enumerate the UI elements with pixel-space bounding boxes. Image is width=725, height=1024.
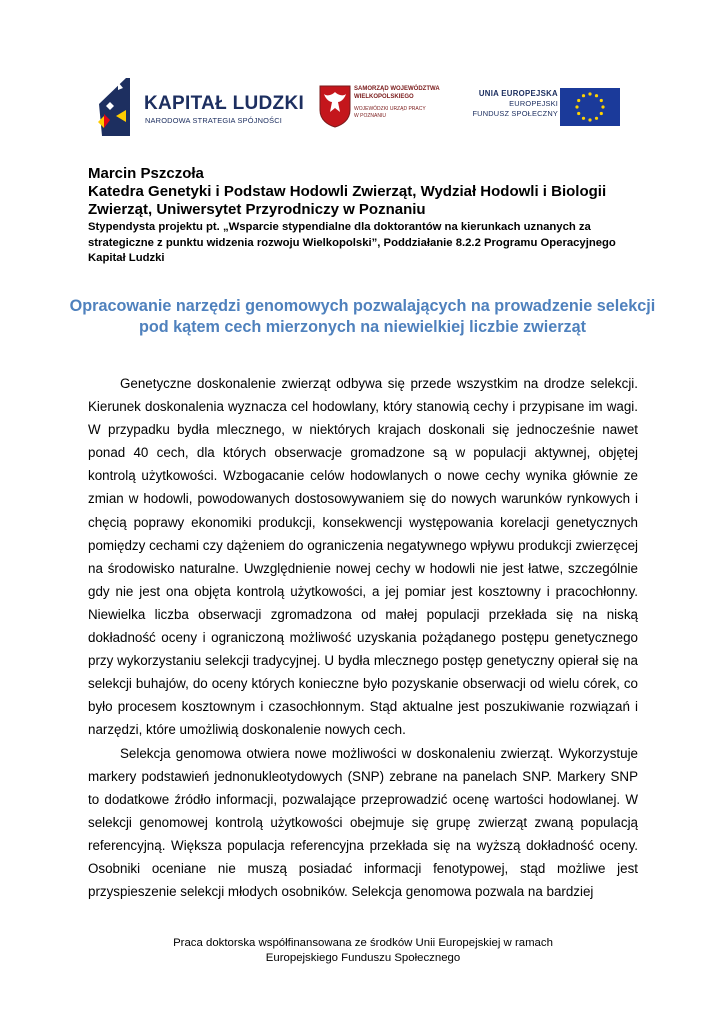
kapital-ludzki-subtitle: NARODOWA STRATEGIA SPÓJNOŚCI	[145, 116, 283, 125]
samorzad-logo	[318, 84, 440, 136]
author-name: Marcin Pszczoła	[88, 165, 204, 182]
samorzad-line1: SAMORZĄD WOJEWÓDZTWA	[354, 86, 440, 92]
samorzad-line3: WOJEWÓDZKI URZĄD PRACY	[354, 106, 426, 112]
project-info: Stypendysta projektu pt. „Wsparcie stypendialne dla doktorantów na kierunkach uznanych za strategiczne z punktu widzenia rozwoju Wielkopolski”, Poddziałanie 8.2.2 Programu Operacyjnego Kapitał Ludzki	[88, 221, 616, 264]
author-affiliation: Katedra Genetyki i Podstaw Hodowli Zwierząt, Wydział Hodowli i Biologii Zwierząt, Uniwersytet Przyrodniczy w Poznaniu	[88, 183, 607, 218]
kapital-ludzki-logo	[96, 76, 305, 138]
paragraph: Genetyczne doskonalenie zwierząt odbywa się przede wszystkim na drodze selekcji. Kierunek doskonalenia wyznacza cel hodowlany, który stanowią cechy i przypisane im wagi. W przypadku bydła mlecznego, w niektórych krajach doskonali się jednocześnie nawet ponad 40 cech, dla których obserwacje gromadzone są w populacji aktywnej, objętej kontrolą użytkowości. Wzbogacanie celów hodowlanych o nowe cechy wynika głównie ze zmian w hodowli, powodowanych dostosowywaniem się do nowych warunków rynkowych i chęcią poprawy ekonomiki produkcji, konsekwencji występowania korelacji genetycznych pomiędzy cechami czy dążeniem do ograniczenia negatywnego wpływu produkcji zwierzęcej na środowisko naturalne. Uwzględnienie nowej cechy w hodowli nie jest łatwe, szczególnie gdy nie jest ona objęta kontrolą użytkowości, a jej pomiar jest kosztowny i pracochłonny. Niewielka liczba obserwacji zgromadzona od małej populacji przekłada się na niską dokładność oceny i ograniczoną możliwość uzyskania pożądanego postępu genetycznego przy wykorzystaniu selekcji tradycyjnej. U bydła mlecznego postęp genetyczny opierał się na selekcji buhajów, do oceny których konieczne było pozyskanie obserwacji od wielu córek, co było procesem kosztownym i czasochłonnym. Stąd aktualne jest poszukiwanie rozwiązań i narzędzi, które umożliwią doskonalenie nowych cech.	[88, 376, 638, 738]
footer-line2: Europejskiego Funduszu Społecznego	[265, 952, 461, 964]
eu-line1: UNIA EUROPEJSKA	[478, 89, 558, 98]
eu-line3: FUNDUSZ SPOŁECZNY	[472, 109, 558, 118]
document-title: Opracowanie narzędzi genomowych pozwalających na prowadzenie selekcji pod kątem cech mierzonych na niewielkiej liczbie zwierząt	[69, 297, 656, 336]
eu-line2: EUROPEJSKI	[509, 99, 558, 108]
eu-flag-icon	[560, 88, 620, 126]
author-block	[88, 165, 648, 267]
eu-logo	[470, 88, 620, 128]
paragraph: Selekcja genomowa otwiera nowe możliwości w doskonaleniu zwierząt. Wykorzystuje markery podstawień jednonukleotydowych (SNP) zebrane na panelach SNP. Markery SNP to dodatkowe źródło informacji, pozwalające przeprowadzić ocenę wartości hodowlanej. W selekcji genomowej kontrolą użytkowości obejmuje się grupę zwierząt zwaną populacją referencyjną. Większa populacja referencyjna przekłada się na wyższą dokładność oceny. Osobniki oceniane nie muszą posiadać informacji fenotypowej, stąd możliwe jest przyspieszenie selekcji młodych osobników. Selekcja genomowa pozwala na bardziej	[88, 745, 638, 900]
eagle-crest-icon	[318, 84, 352, 128]
body-text	[88, 372, 638, 903]
samorzad-line4: W POZNANIU	[354, 113, 386, 119]
samorzad-line2: WIELKOPOLSKIEGO	[354, 94, 414, 100]
footer	[88, 936, 638, 966]
kapital-ludzki-title: KAPITAŁ LUDZKI	[144, 93, 305, 114]
kapital-ludzki-emblem-icon	[96, 76, 136, 138]
footer-line1: Praca doktorska współfinansowana ze środków Unii Europejskiej w ramach	[173, 937, 553, 949]
